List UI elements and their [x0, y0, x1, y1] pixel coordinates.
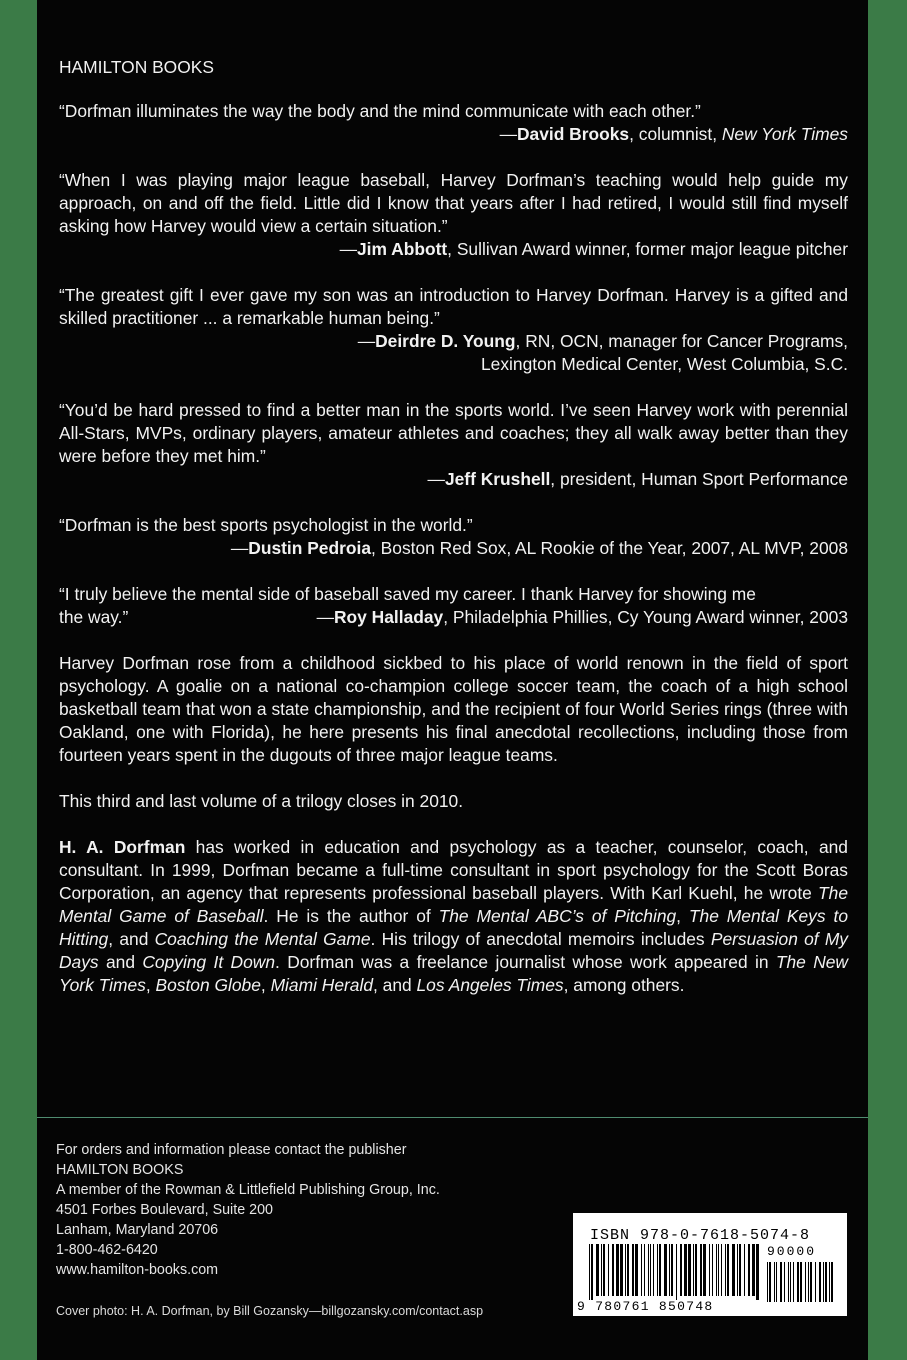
barcode-bar: [805, 1262, 806, 1302]
barcode-bar: [589, 1244, 590, 1300]
quote-text: “Dorfman is the best sports psychologist in the world.”: [59, 515, 473, 535]
barcode-bar: [635, 1244, 638, 1296]
barcode-bar: [648, 1244, 649, 1296]
barcode-bar: [664, 1244, 667, 1296]
ean-digits: 9 780761 850748: [577, 1299, 714, 1314]
quote-text: “When I was playing major league baseball, Harvey Dorfman’s teaching would help guide my approach, on and off the field. Little did I know that years after I had retired, I would still find myself asking how Harvey would view a certain situation.”: [59, 170, 848, 236]
book-description: Harvey Dorfman rose from a childhood sickbed to his place of world renown in the field of sport psychology. A goalie on a national co-champion college soccer team, the coach of a high school basketball team that won a state championship, and the recipient of four World Series rings (three with Oakland, one with Florida), he here presents his final anecdotal recollections, including those from fourteen years spent in the dugouts of three major league teams.: [59, 653, 848, 765]
barcode-bar: [784, 1262, 785, 1302]
barcode-bar: [627, 1244, 629, 1296]
quote-attribution: —Deirdre D. Young, RN, OCN, manager for Cancer Programs,: [357, 331, 848, 351]
quote-text-end-with-attribution: the way.” —Roy Halladay, Philadelphia Phillies, Cy Young Award winner, 2003: [59, 607, 848, 627]
isbn-barcode: [573, 1213, 847, 1316]
barcode-bar: [767, 1262, 768, 1302]
barcode-bar: [823, 1262, 824, 1302]
barcode-bar: [625, 1244, 626, 1296]
barcode-bar: [596, 1244, 599, 1296]
barcode-bar: [688, 1244, 691, 1296]
barcode-bar: [793, 1262, 794, 1302]
quote-author: Jim Abbott: [357, 239, 448, 259]
barcode-bar: [632, 1244, 634, 1296]
barcode-bar: [676, 1244, 677, 1300]
publisher-website: www.hamilton-books.com: [56, 1262, 219, 1278]
author-bio: H. A. Dorfman has worked in education and psychology as a teacher, counselor, coach, and consultant. In 1999, Dorfman became a full-time consultant in sport psychology for the Scott Boras Corporation, an agency that represents professional baseball players. With Karl Kuehl, he wrote The Mental Game of Baseball. He is the author of The Mental ABC’s of Pitching, The Mental Keys to Hitting, and Coaching the Mental Game. His trilogy of anecdotal memoirs includes Persuasion of My Days and Copying It Down. Dorfman was a freelance journalist whose work appeared in The New York Times, Boston Globe, Miami Herald, and Los Angeles Times, among others.: [59, 837, 849, 995]
barcode-bar: [825, 1262, 827, 1302]
author-name: H. A. Dorfman: [59, 837, 186, 857]
barcode-bar: [769, 1262, 771, 1302]
barcode-bar: [800, 1262, 802, 1302]
quote-text: “You’d be hard pressed to find a better man in the sports world. I’ve seen Harvey work with perennial All-Stars, MVPs, ordinary players, amateur athletes and coaches; they all walk away better than they were before they met him.”: [59, 400, 848, 466]
barcode-bar: [616, 1244, 619, 1296]
barcode-bar: [657, 1244, 658, 1296]
contact-intro: For orders and information please contact the publisher: [56, 1142, 407, 1158]
barcode-bar: [653, 1244, 654, 1296]
publisher-heading: HAMILTON BOOKS: [59, 57, 214, 77]
barcode-bar: [716, 1244, 717, 1296]
barcode-bar: [700, 1244, 702, 1296]
barcode-bar: [815, 1262, 816, 1302]
quote-author: Deirdre D. Young: [375, 331, 516, 351]
barcode-bar: [737, 1244, 738, 1296]
barcode-bar: [650, 1244, 651, 1296]
barcode-bar: [671, 1244, 673, 1296]
trilogy-note: This third and last volume of a trilogy closes in 2010.: [59, 791, 464, 811]
barcode-bar: [797, 1262, 799, 1302]
publisher-group: A member of the Rowman & Littlefield Publishing Group, Inc.: [56, 1182, 440, 1198]
quote-attribution: —Roy Halladay, Philadelphia Phillies, Cy Young Award winner, 2003: [316, 607, 848, 627]
blurb-quote: [59, 583, 848, 629]
barcode-bar: [620, 1244, 623, 1296]
quote-attribution: —Dustin Pedroia, Boston Red Sox, AL Rookie of the Year, 2007, AL MVP, 2008: [230, 538, 848, 558]
barcode-bar: [727, 1244, 729, 1296]
blurb-quote: [59, 100, 848, 146]
barcode-bar: [695, 1244, 697, 1296]
barcode-bar: [790, 1262, 791, 1302]
barcode-bar: [774, 1262, 775, 1302]
quote-author: Roy Halladay: [334, 607, 444, 627]
quote-attribution-line2: Lexington Medical Center, West Columbia, S.C.: [481, 354, 848, 374]
barcode-bar: [641, 1244, 642, 1296]
quote-attribution: —Jim Abbott, Sullivan Award winner, former major league pitcher: [339, 239, 848, 259]
barcode-bar: [591, 1244, 593, 1300]
isbn-label: ISBN 978-0-7618-5074-8: [590, 1227, 811, 1244]
barcode-bar: [659, 1244, 661, 1296]
barcode-bar: [819, 1262, 821, 1302]
quote-attribution: —David Brooks, columnist, New York Times: [499, 124, 848, 144]
barcode-bar: [810, 1262, 812, 1302]
barcode-bar: [748, 1244, 750, 1296]
quote-text: “Dorfman illuminates the way the body and the mind communicate with each other.”: [59, 101, 701, 121]
quote-attribution: —Jeff Krushell, president, Human Sport Performance: [427, 469, 848, 489]
blurb-quote: [59, 284, 848, 376]
barcode-bar: [808, 1262, 809, 1302]
publisher-contact: [56, 1140, 440, 1280]
barcode-bar: [788, 1262, 789, 1302]
quote-author: David Brooks: [516, 124, 630, 144]
barcode-bar: [829, 1262, 830, 1302]
publisher-name: HAMILTON BOOKS: [56, 1162, 184, 1178]
barcode-bar: [684, 1244, 687, 1296]
quote-author: Jeff Krushell: [444, 469, 551, 489]
barcode-bar: [732, 1244, 735, 1296]
section-divider: [37, 1117, 868, 1118]
barcode-bar: [693, 1244, 694, 1296]
barcode-bar: [644, 1244, 645, 1296]
barcode-bar: [725, 1244, 726, 1296]
barcode-bar: [712, 1244, 713, 1296]
barcode-bar: [709, 1244, 710, 1296]
barcode-bar: [739, 1244, 741, 1296]
publisher-street: 4501 Forbes Boulevard, Suite 200: [56, 1202, 273, 1218]
barcode-bar: [776, 1262, 777, 1302]
publisher-city: Lanham, Maryland 20706: [56, 1222, 219, 1238]
barcode-bar: [601, 1244, 602, 1296]
quote-author: Dustin Pedroia: [248, 538, 372, 558]
barcode-bar: [756, 1244, 759, 1300]
barcode-bar: [669, 1244, 670, 1296]
blurb-quote: [59, 399, 848, 491]
back-cover-text: [59, 56, 848, 1020]
barcode-bar: [703, 1244, 706, 1296]
barcode-bar: [718, 1244, 719, 1296]
barcode-bar: [831, 1262, 833, 1302]
cover-photo-credit: Cover photo: H. A. Dorfman, by Bill Gozansky—billgozansky.com/contact.asp: [56, 1304, 484, 1318]
barcode-bar: [612, 1244, 614, 1296]
barcode-bar: [603, 1244, 605, 1296]
barcode-bar: [780, 1262, 782, 1302]
quote-text: “I truly believe the mental side of baseball saved my career. I thank Harvey for showing me: [59, 584, 756, 604]
barcode-bar: [608, 1244, 609, 1296]
quote-text: “The greatest gift I ever gave my son was an introduction to Harvey Dorfman. Harvey is a gifted and skilled practitioner ... a remarkable human being.”: [59, 285, 848, 328]
barcode-bar: [744, 1244, 745, 1296]
addon-digits: 90000: [767, 1244, 817, 1259]
barcode-bar: [721, 1244, 722, 1296]
barcode-bar: [752, 1244, 755, 1296]
barcode-bar: [680, 1244, 682, 1296]
blurb-quote: [59, 514, 848, 560]
blurb-quote: [59, 169, 848, 261]
publisher-phone: 1-800-462-6420: [56, 1242, 158, 1258]
